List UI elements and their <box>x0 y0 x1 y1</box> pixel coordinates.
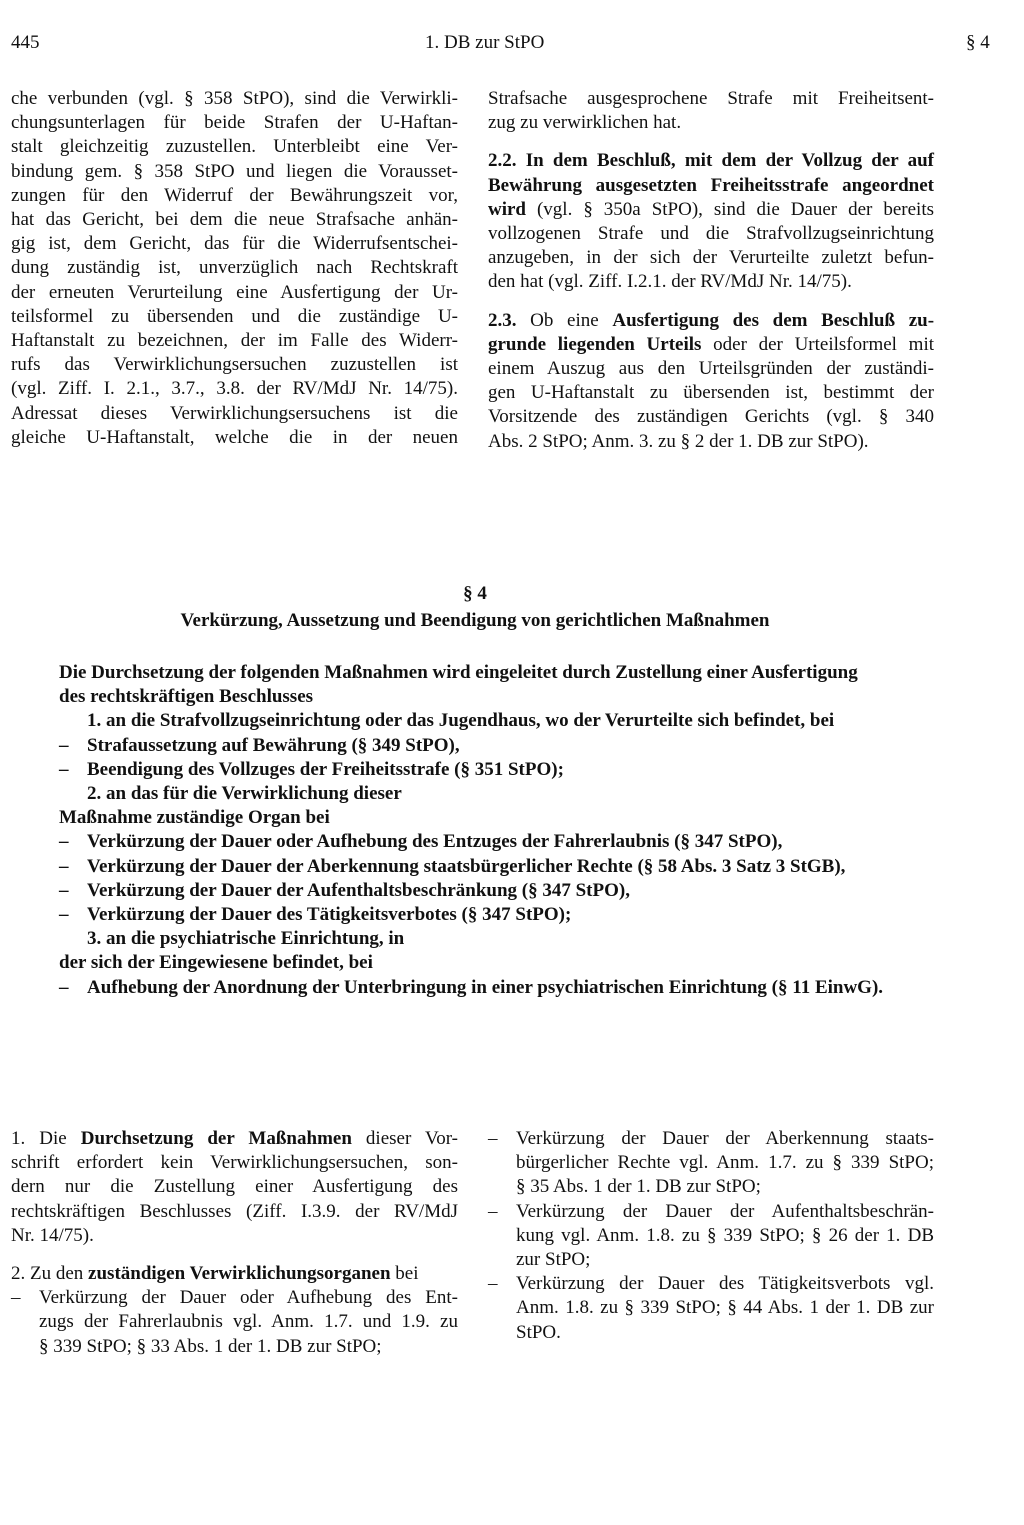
text-fragment: oder der Urteilsformel mit <box>713 333 934 355</box>
dash-item: – Verkürzung der Dauer der Aberkennung staatsbürgerlicher Rechte (§ 58 Abs. 3 Satz 3 StGB), <box>59 855 846 877</box>
bold-phrase: grunde liegenden Urteils <box>488 333 702 355</box>
dash-item: – Verkürzung der Dauer des Tätigkeitsverbots vgl. Anm. 1.8. zu § 339 StPO; § 44 Abs. 1 der 1. DB zur StPO. <box>488 1273 934 1343</box>
text-fragment: (vgl. § 350a StPO), sind die Dauer der bereits <box>536 198 934 220</box>
dash-item: – Aufhebung der Anordnung der Unterbringung in einer psychiatrischen Einrichtung (§ 11 EinwG). <box>59 976 884 998</box>
page-number: 445 <box>11 32 40 53</box>
page-header <box>0 32 1024 62</box>
text-line: gig ist, dem Gericht, das für die Widerrufsentschei- <box>11 233 458 255</box>
text-line: Abs. 2 StPO; Anm. 3. zu § 2 der 1. DB zur StPO). <box>488 430 869 452</box>
bottom-left-column <box>11 1127 458 1359</box>
section-mark: § 4 <box>966 32 990 53</box>
text-line: Bewährung ausgesetzten Freiheitsstrafe angeordnet <box>488 174 934 196</box>
rule-text <box>59 661 959 1000</box>
text-fragment: Ob eine <box>530 309 599 331</box>
text-fragment: 1. Die <box>11 1128 67 1149</box>
text-line: Adressat dieses Verwirklichungsersuchens ist die <box>11 402 458 424</box>
bold-phrase: wird <box>488 198 526 220</box>
text-line: stalt gleichzeitig zuzustellen. Unterbleibt eine Ver- <box>11 136 458 158</box>
dash-item: – Verkürzung der Dauer der Aberkennung staats- bürgerlicher Rechte vgl. Anm. 1.7. zu § 339 StPO; § 35 Abs. 1 der 1. DB zur StPO; <box>488 1128 934 1198</box>
bold-phrase: Ausfertigung des dem Beschluß zu- <box>612 309 935 331</box>
list-item-heading: 1. an die Strafvollzugseinrichtung oder das Jugendhaus, wo der Verurteilte sich befindet, bei <box>87 710 835 732</box>
text-line <box>11 1127 458 1151</box>
dash-item: – Beendigung des Vollzuges der Freiheitsstrafe (§ 351 StPO); <box>59 758 564 780</box>
text-fragment: dieser Vor- <box>365 1128 459 1149</box>
paragraph-number: 2.3. <box>488 309 517 331</box>
text-line: schrift erfordert kein Verwirklichungsersuchen, son- <box>11 1152 458 1174</box>
list-item-heading: 3. an die psychiatrische Einrichtung, in <box>87 928 405 950</box>
text-line <box>488 198 934 222</box>
dash-item: – Verkürzung der Dauer des Tätigkeitsverbotes (§ 347 StPO); <box>59 904 572 926</box>
bold-phrase: zuständigen Verwirklichungsorganen <box>88 1263 391 1285</box>
text-line: chungsunterlagen für beide Strafen der U-Haftan- <box>11 112 458 134</box>
text-line: gen U-Haftanstalt zu übersenden ist, bestimmt der <box>488 382 934 404</box>
text-line: dern nur die Zustellung einer Ausfertigung des <box>11 1176 458 1198</box>
dash-item: – Verkürzung der Dauer der Aufenthaltsbeschränkung (§ 347 StPO), <box>59 879 630 901</box>
list-item-heading: 2. an das für die Verwirklichung dieser <box>87 783 402 805</box>
text-line: der erneuten Verurteilung eine Ausfertigung der Ur- <box>11 281 458 303</box>
running-title: 1. DB zur StPO <box>425 32 545 53</box>
bottom-right-column <box>488 1127 934 1345</box>
section-number: § 4 <box>463 583 487 604</box>
bold-phrase: In dem Beschluß, mit dem der Vollzug der auf <box>525 150 935 172</box>
text-line: anzugeben, in der sich der Verurteilte zuletzt befun- <box>488 247 934 269</box>
text-line: einem Auszug aus den Urteilsgründen der zuständi- <box>488 358 934 380</box>
text-line: dung zuständig ist, unverzüglich nach Rechtskraft <box>11 257 458 279</box>
text-line <box>488 149 934 173</box>
dash-item: – Verkürzung der Dauer der Aufenthaltsbeschrän- kung vgl. Anm. 1.8. zu § 339 StPO; § 26 der 1. DB zur StPO; <box>488 1200 934 1271</box>
text-line: der sich der Eingewiesene befindet, bei <box>59 952 373 974</box>
text-line: den hat (vgl. Ziff. I.2.1. der RV/MdJ Nr. 14/75). <box>488 271 852 293</box>
text-line <box>488 333 934 357</box>
text-line: vollzogenen Strafe und die Strafvollzugseinrichtung <box>488 223 934 245</box>
text-line: rufs das Verwirklichungsersuchen zuzustellen ist <box>11 354 458 376</box>
text-line: Die Durchsetzung der folgenden Maßnahmen wird eingeleitet durch Zustellung einer Ausfertigung <box>59 662 858 683</box>
text-line: Strafsache ausgesprochene Strafe mit Freiheitsent- <box>488 88 934 109</box>
text-line: Nr. 14/75). <box>11 1224 94 1246</box>
text-line <box>488 309 934 333</box>
text-line <box>11 1262 458 1286</box>
paragraph-number: 2.2. <box>488 150 517 172</box>
text-line: rechtskräftigen Beschlusses (Ziff. I.3.9. der RV/MdJ <box>11 1200 458 1222</box>
text-line: teilsformel zu übersenden und die zuständige U- <box>11 305 458 327</box>
text-line: hat das Gericht, bei dem die neue Strafsache anhän- <box>11 209 458 231</box>
text-fragment: bei <box>395 1263 419 1285</box>
text-line: Haftanstalt zu bezeichnen, der im Falle des Widerr- <box>11 330 458 352</box>
text-line: zungen für den Widerruf der Bewährungszeit vor, <box>11 184 458 206</box>
text-line: Vorsitzende des zuständigen Gerichts (vgl. § 340 <box>488 406 934 428</box>
bold-phrase: Durchsetzung der Maßnahmen <box>80 1128 352 1149</box>
text-line: zug zu verwirklichen hat. <box>488 112 682 134</box>
dash-item: – Strafaussetzung auf Bewährung (§ 349 StPO), <box>59 734 460 756</box>
top-left-column <box>11 87 458 450</box>
text-line: che verbunden (vgl. § 358 StPO), sind die Verwirkli- <box>11 88 458 109</box>
top-right-column <box>488 87 934 454</box>
text-line: gleiche U-Haftanstalt, welche die in der neuen <box>11 426 458 448</box>
text-fragment: 2. Zu den <box>11 1263 84 1285</box>
text-line: des rechtskräftigen Beschlusses <box>59 686 314 708</box>
dash-item: – Verkürzung der Dauer oder Aufhebung des Entzuges der Fahrerlaubnis (§ 347 StPO), <box>59 831 783 853</box>
dash-item: – Verkürzung der Dauer oder Aufhebung des Ent- zugs der Fahrerlaubnis vgl. Anm. 1.7. und 1.9. zu § 339 StPO; § 33 Abs. 1 der 1. DB zur StPO; <box>11 1287 458 1357</box>
text-line: Maßnahme zuständige Organ bei <box>59 807 330 829</box>
section-title: Verkürzung, Aussetzung und Beendigung von gerichtlichen Maßnahmen <box>180 610 770 631</box>
text-line: bindung gem. § 358 StPO und liegen die Vorausset- <box>11 160 458 182</box>
text-line: (vgl. Ziff. I. 2.1., 3.7., 3.8. der RV/MdJ Nr. 14/75). <box>11 378 458 400</box>
